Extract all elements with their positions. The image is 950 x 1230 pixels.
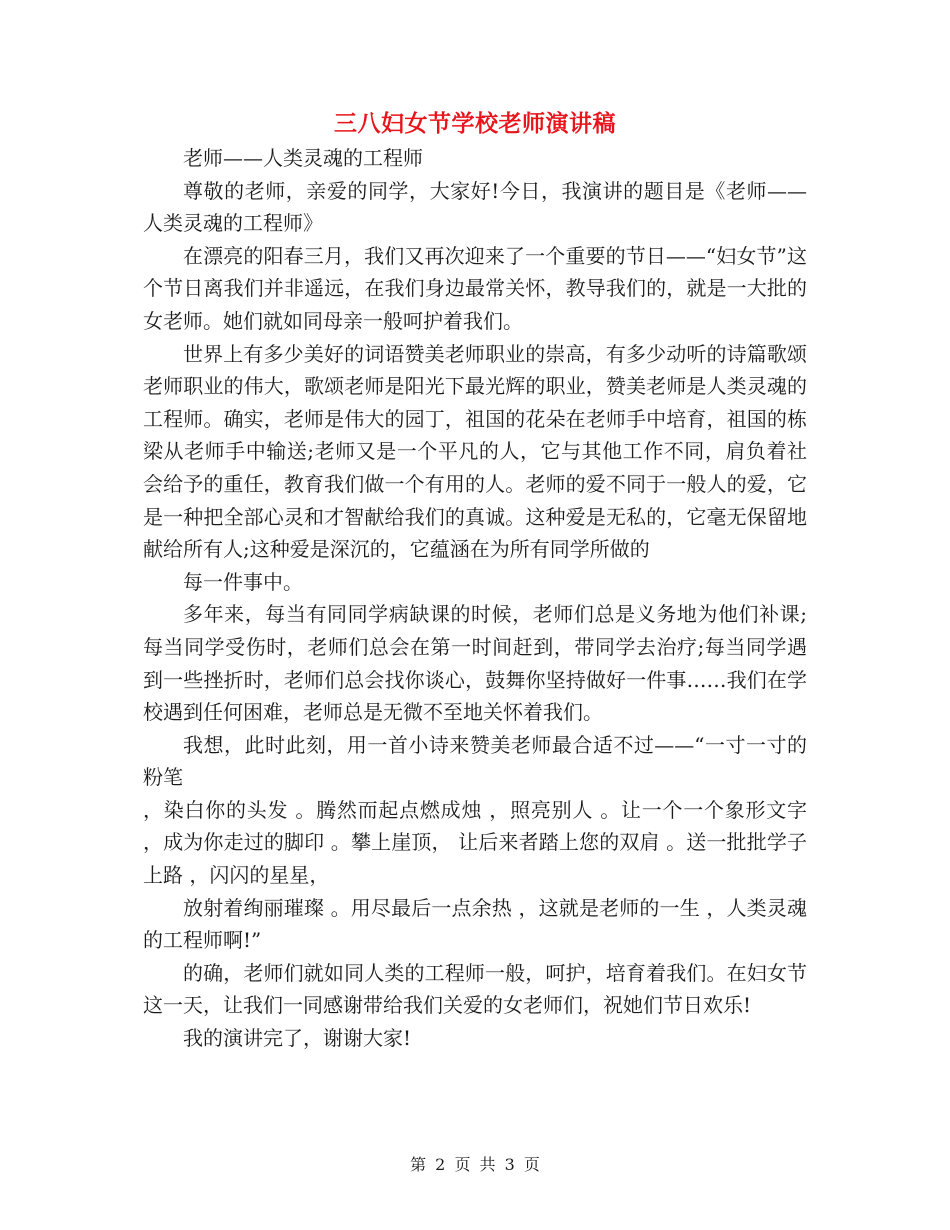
paragraph: 在漂亮的阳春三月，我们又再次迎来了一个重要的节日——“妇女节”这个节日离我们并非遥远，在我们身边最常关怀，教导我们的，就是一大批的女老师。她们就如同母亲一般呵护着我们。 (143, 243, 807, 333)
document-title: 三八妇女节学校老师演讲稿 (334, 110, 616, 137)
page-footer: 第 2 页 共 3 页 (410, 1155, 540, 1174)
paragraph: 每一件事中。 (183, 569, 303, 594)
poem-paragraph: ，染白你的头发 。腾然而起点燃成烛 ，照亮别人 。让一个一个象形文字 ，成为你走过的脚印 。攀上崖顶， 让后来者踏上您的双肩 。送一批批学子上路 ，闪闪的星星， (143, 797, 807, 888)
document-body (143, 142, 807, 1055)
paragraph-subtitle: 老师——人类灵魂的工程师 (183, 146, 423, 170)
paragraph: 我想，此时此刻，用一首小诗来赞美老师最合适不过——“一寸一寸的粉笔 (143, 732, 807, 790)
poem-paragraph: 放射着绚丽璀璨 。用尽最后一点余热 ，这就是老师的一生 ，人类灵魂的工程师啊!” (143, 895, 807, 953)
paragraph: 的确，老师们就如同人类的工程师一般，呵护，培育着我们。在妇女节这一天，让我们一同感谢带给我们关爱的女老师们，祝她们节日欢乐! (143, 960, 807, 1018)
paragraph-closing: 我的演讲完了，谢谢大家! (183, 1026, 412, 1051)
paragraph: 多年来，每当有同同学病缺课的时候，老师们总是义务地为他们补课;每当同学受伤时，老师们总会在第一时间赶到，带同学去治疗;每当同学遇到一些挫折时，老师们总会找你谈心，鼓舞你坚持做好一件事……我们在学校遇到任何困难，老师总是无微不至地关怀着我们。 (143, 602, 807, 725)
paragraph: 世界上有多少美好的词语赞美老师职业的崇高，有多少动听的诗篇歌颂老师职业的伟大，歌颂老师是阳光下最光辉的职业，赞美老师是人类灵魂的工程师。确实，老师是伟大的园丁，祖国的花朵在老师手中培育，祖国的栋梁从老师手中输送;老师又是一个平凡的人，它与其他工作不同，肩负着社会给予的重任，教育我们做一个有用的人。老师的爱不同于一般人的爱，它是一种把全部心灵和才智献给我们的真诚。这种爱是无私的，它毫无保留地献给所有人;这种爱是深沉的，它蕴涵在为所有同学所做的 (143, 341, 807, 562)
paragraph-greeting: 尊敬的老师，亲爱的同学，大家好!今日，我演讲的题目是《老师——人类灵魂的工程师》 (143, 178, 807, 236)
